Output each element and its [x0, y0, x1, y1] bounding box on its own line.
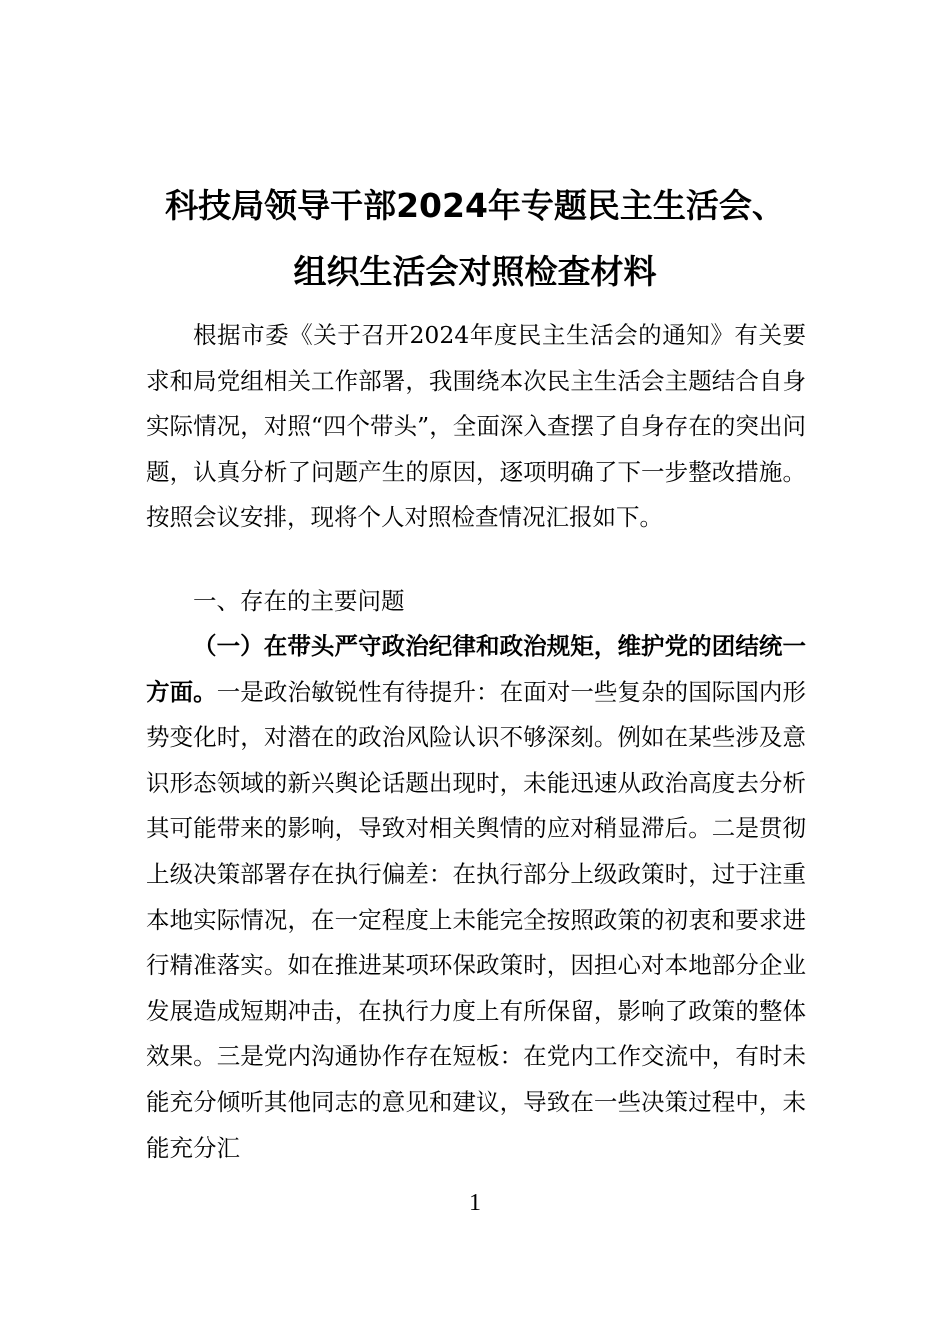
subsection-block	[146, 624, 806, 1171]
document-title-line-1: 科技局领导干部2024年专题民主生活会、	[165, 186, 785, 225]
intro-paragraph: 根据市委《关于召开2024年度民主生活会的通知》有关要求和局党组相关工作部署，我围绕本次民主生活会主题结合自身实际情况，对照“四个带头”，全面深入查摆了自身存在的突出问题，认真分析了问题产生的原因，逐项明确了下一步整改措施。按照会议安排，现将个人对照检查情况汇报如下。	[146, 321, 806, 532]
subsection-paragraph	[146, 624, 806, 1171]
subsection-heading: （一）在带头严守政治纪律和政治规矩，维护党的团结统一方面。	[146, 632, 806, 706]
intro-block	[146, 313, 806, 541]
page-number: 1	[469, 1190, 481, 1216]
document-title-line-2: 组织生活会对照检查材料	[293, 252, 657, 291]
section-heading-problems: 一、存在的主要问题	[193, 587, 405, 615]
subsection-body: 一是政治敏锐性有待提升：在面对一些复杂的国际国内形势变化时，对潜在的政治风险认识不够深刻。例如在某些涉及意识形态领域的新兴舆论话题出现时，未能迅速从政治高度去分析其可能带来的影响，导致对相关舆情的应对稍显滞后。二是贯彻上级决策部署存在执行偏差：在执行部分上级政策时，过于注重本地实际情况，在一定程度上未能完全按照政策的初衷和要求进行精准落实。如在推进某项环保政策时，因担心对本地部分企业发展造成短期冲击，在执行力度上有所保留，影响了政策的整体效果。三是党内沟通协作存在短板：在党内工作交流中，有时未能充分倾听其他同志的意见和建议，导致在一些决策过程中，未能充分汇	[146, 677, 807, 1162]
